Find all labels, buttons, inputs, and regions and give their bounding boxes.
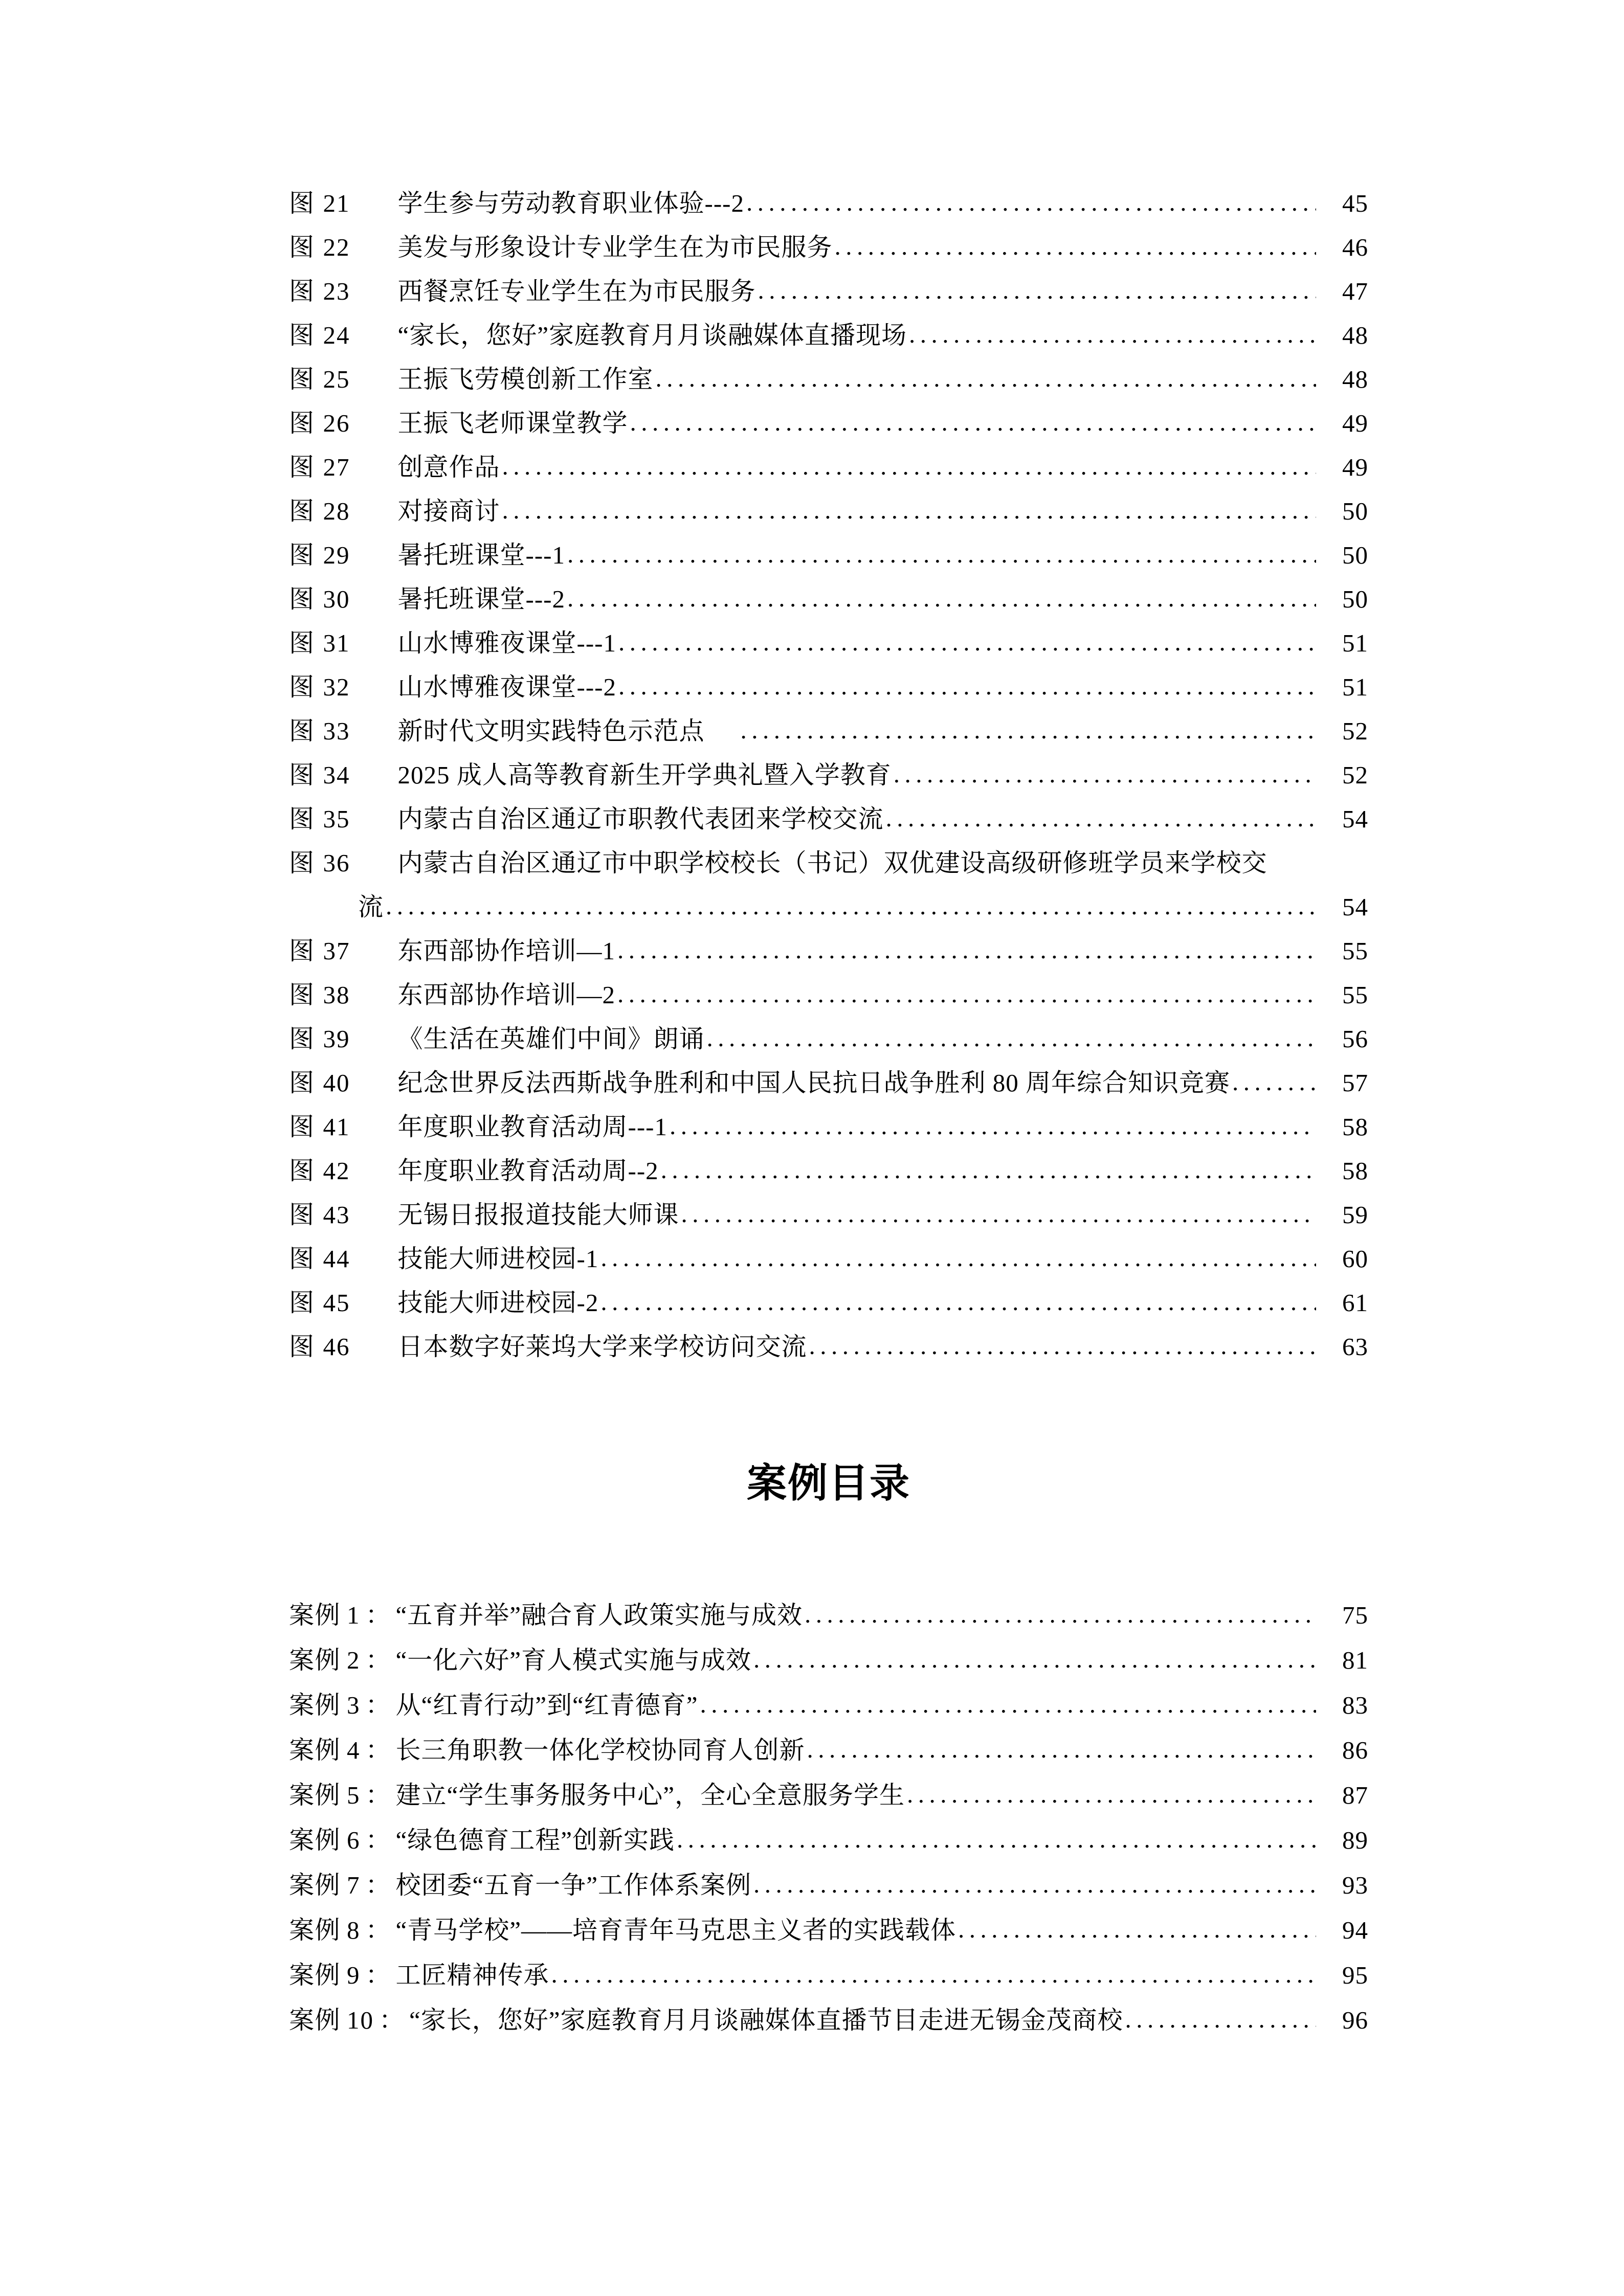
dot-leader [617, 986, 1316, 1017]
dot-leader [502, 459, 1316, 489]
case-list-item[interactable] [289, 1998, 1368, 2043]
dot-leader [700, 1697, 1316, 1728]
case-colon: ： [365, 1781, 391, 1809]
case-title: “一化六好”育人模式实施与成效 [395, 1646, 752, 1674]
figure-number: 28 [323, 497, 350, 525]
case-list-item[interactable] [289, 1728, 1368, 1773]
dot-leader [600, 1250, 1316, 1281]
figure-title: 山水博雅夜课堂---2 [397, 673, 616, 701]
figure-title: 王振飞劳模创新工作室 [397, 365, 654, 393]
case-title: “绿色德育工程”创新实践 [395, 1826, 675, 1854]
case-number: 6 [347, 1826, 361, 1854]
figure-title: 山水博雅夜课堂---1 [397, 629, 616, 657]
page-number: 89 [1342, 1826, 1368, 1854]
figure-title: 2025 成人高等教育新生开学典礼暨入学教育 [397, 761, 892, 789]
page-number: 63 [1342, 1333, 1368, 1361]
case-colon: ： [379, 2006, 405, 2034]
figure-list-item[interactable] [289, 1325, 1368, 1369]
figure-title: 技能大师进校园-2 [397, 1289, 599, 1317]
figure-list-item[interactable] [289, 182, 1368, 226]
dot-leader [677, 1832, 1316, 1863]
page-number: 50 [1342, 585, 1368, 613]
page-number: 49 [1342, 453, 1368, 481]
figure-list-item[interactable] [289, 1193, 1368, 1237]
figure-list-item[interactable] [289, 841, 1368, 885]
case-colon: ： [365, 1961, 391, 1989]
figure-title: 王振飞老师课堂教学 [397, 409, 628, 437]
figure-title: 对接商讨 [397, 497, 500, 525]
case-colon: ： [365, 1691, 391, 1719]
figure-list-item[interactable] [289, 445, 1368, 489]
figure-list-item[interactable] [289, 665, 1368, 709]
case-title: “家长，您好”家庭教育月月谈融媒体直播节目走进无锡金茂商校 [409, 2006, 1123, 2034]
case-label: 案例 [289, 1826, 341, 1854]
page-number: 48 [1342, 365, 1368, 393]
figure-label: 图 [289, 1157, 315, 1185]
figure-list-item[interactable] [289, 489, 1368, 533]
page-number: 58 [1342, 1157, 1368, 1185]
page-number: 47 [1342, 277, 1368, 305]
figure-number: 37 [323, 937, 350, 965]
case-colon: ： [365, 1646, 391, 1674]
dot-leader [807, 1742, 1316, 1773]
figure-title: 技能大师进校园-1 [397, 1245, 599, 1273]
figure-list-item[interactable] [289, 357, 1368, 401]
page-number: 48 [1342, 321, 1368, 349]
case-label: 案例 [289, 1961, 341, 1989]
dot-leader [567, 547, 1316, 577]
figure-title: 日本数字好莱坞大学来学校访问交流 [397, 1333, 807, 1361]
page-number: 60 [1342, 1245, 1368, 1273]
figure-number: 31 [323, 629, 350, 657]
case-number: 1 [347, 1601, 361, 1629]
case-list-item[interactable] [289, 1683, 1368, 1728]
figure-list-item[interactable] [289, 797, 1368, 841]
dot-leader [681, 1206, 1316, 1237]
figure-number: 21 [323, 189, 350, 217]
figure-list-item[interactable] [289, 929, 1368, 973]
case-number: 8 [347, 1916, 361, 1944]
figure-title: 美发与形象设计专业学生在为市民服务 [397, 233, 833, 261]
figure-label: 图 [289, 981, 315, 1009]
figure-number: 29 [323, 541, 350, 569]
case-colon: ： [365, 1601, 391, 1629]
page-number: 59 [1342, 1201, 1368, 1229]
dot-leader [502, 503, 1316, 533]
page-number: 45 [1342, 189, 1368, 217]
figure-list-item[interactable] [289, 226, 1368, 269]
dot-leader [886, 811, 1316, 841]
figure-number: 22 [323, 233, 350, 261]
figure-title-continuation: 流 [358, 893, 384, 921]
case-title: 长三角职教一体化学校协同育人创新 [395, 1736, 805, 1764]
dot-leader [958, 1922, 1316, 1953]
figure-label: 图 [289, 1113, 315, 1141]
figure-title: 学生参与劳动教育职业体验---2 [397, 189, 744, 217]
case-colon: ： [365, 1871, 391, 1899]
dot-leader [656, 371, 1316, 401]
case-title: 校团委“五育一争”工作体系案例 [395, 1871, 752, 1899]
page-number: 56 [1342, 1025, 1368, 1053]
figure-title: 内蒙古自治区通辽市中职学校校长（书记）双优建设高级研修班学员来学校交 [397, 849, 1267, 877]
page-number: 52 [1342, 761, 1368, 789]
dot-leader [753, 1877, 1316, 1908]
figure-number: 23 [323, 277, 350, 305]
figure-title: 创意作品 [397, 453, 500, 481]
case-number: 4 [347, 1736, 361, 1764]
dot-leader [567, 591, 1316, 621]
figure-number: 24 [323, 321, 350, 349]
case-list-item[interactable] [289, 1953, 1368, 1998]
figure-number: 46 [323, 1333, 350, 1361]
figure-number: 41 [323, 1113, 350, 1141]
figure-title: 纪念世界反法西斯战争胜利和中国人民抗日战争胜利 80 周年综合知识竞赛 [397, 1069, 1231, 1097]
page-number: 54 [1342, 893, 1368, 921]
page-number: 87 [1342, 1781, 1368, 1809]
case-title: “五育并举”融合育人政策实施与成效 [395, 1601, 803, 1629]
figure-number: 35 [323, 805, 350, 833]
case-list-item[interactable] [289, 1908, 1368, 1953]
figure-list-item[interactable] [289, 1237, 1368, 1281]
dot-leader [551, 1967, 1316, 1998]
case-title: 建立“学生事务服务中心”，全心全意服务学生 [395, 1781, 905, 1809]
figure-number: 39 [323, 1025, 350, 1053]
figure-list [289, 182, 1368, 1369]
page-number: 46 [1342, 233, 1368, 261]
page-number: 94 [1342, 1916, 1368, 1944]
page-number: 55 [1342, 937, 1368, 965]
figure-label: 图 [289, 805, 315, 833]
page-number: 55 [1342, 981, 1368, 1009]
figure-label: 图 [289, 1245, 315, 1273]
page-number: 50 [1342, 497, 1368, 525]
page-number: 81 [1342, 1646, 1368, 1674]
figure-number: 32 [323, 673, 350, 701]
case-label: 案例 [289, 1916, 341, 1944]
page-number: 58 [1342, 1113, 1368, 1141]
dot-leader [600, 1294, 1316, 1325]
figure-label: 图 [289, 497, 315, 525]
figure-label: 图 [289, 541, 315, 569]
dot-leader [741, 723, 1316, 753]
figure-list-item-continuation[interactable] [289, 885, 1368, 929]
figure-list-item[interactable] [289, 753, 1368, 797]
case-colon: ： [365, 1736, 391, 1764]
page-number: 96 [1342, 2006, 1368, 2034]
page-number: 52 [1342, 717, 1368, 745]
page-number: 75 [1342, 1601, 1368, 1629]
case-label: 案例 [289, 2006, 341, 2034]
dot-leader [386, 898, 1316, 929]
figure-label: 图 [289, 1201, 315, 1229]
dot-leader [707, 1030, 1316, 1061]
figure-label: 图 [289, 277, 315, 305]
case-colon: ： [365, 1826, 391, 1854]
dot-leader [746, 195, 1316, 226]
figure-label: 图 [289, 1025, 315, 1053]
dot-leader [805, 1607, 1316, 1638]
figure-title: 暑托班课堂---1 [397, 541, 565, 569]
case-number: 3 [347, 1691, 361, 1719]
figure-label: 图 [289, 1289, 315, 1317]
case-list [289, 1593, 1368, 2043]
case-label: 案例 [289, 1601, 341, 1629]
dot-leader [758, 283, 1316, 313]
figure-title: 《生活在英雄们中间》朗诵 [397, 1025, 705, 1053]
figure-number: 30 [323, 585, 350, 613]
dot-leader [907, 1787, 1316, 1818]
figure-label: 图 [289, 629, 315, 657]
figure-number: 26 [323, 409, 350, 437]
figure-list-item[interactable] [289, 973, 1368, 1017]
case-label: 案例 [289, 1871, 341, 1899]
case-list-item[interactable] [289, 1638, 1368, 1683]
figure-label: 图 [289, 1069, 315, 1097]
figure-label: 图 [289, 409, 315, 437]
page-number: 93 [1342, 1871, 1368, 1899]
case-colon: ： [365, 1916, 391, 1944]
figure-label: 图 [289, 233, 315, 261]
figure-list-item[interactable] [289, 709, 1368, 753]
figure-number: 42 [323, 1157, 350, 1185]
page-number: 57 [1342, 1069, 1368, 1097]
figure-label: 图 [289, 321, 315, 349]
case-list-item[interactable] [289, 1818, 1368, 1863]
figure-list-item[interactable] [289, 313, 1368, 357]
figure-list-item[interactable] [289, 1149, 1368, 1193]
figure-list-item[interactable] [289, 533, 1368, 577]
dot-leader [661, 1162, 1316, 1193]
dot-leader [809, 1338, 1316, 1369]
case-list-item[interactable] [289, 1863, 1368, 1908]
figure-title: 无锡日报报道技能大师课 [397, 1201, 679, 1229]
figure-list-item[interactable] [289, 1061, 1368, 1105]
figure-list-item[interactable] [289, 401, 1368, 445]
figure-number: 27 [323, 453, 350, 481]
case-number: 7 [347, 1871, 361, 1899]
case-title: 工匠精神传承 [395, 1961, 549, 1989]
figure-title: 年度职业教育活动周---1 [397, 1113, 668, 1141]
figure-list-item[interactable] [289, 1017, 1368, 1061]
figure-label: 图 [289, 673, 315, 701]
figure-number: 33 [323, 717, 350, 745]
figure-number: 25 [323, 365, 350, 393]
figure-title: 内蒙古自治区通辽市职教代表团来学校交流 [397, 805, 884, 833]
case-label: 案例 [289, 1691, 341, 1719]
figure-label: 图 [289, 717, 315, 745]
page-number: 86 [1342, 1736, 1368, 1764]
page-number: 95 [1342, 1961, 1368, 1989]
figure-title: 东西部协作培训—1 [397, 937, 616, 965]
figure-number: 36 [323, 849, 350, 877]
case-number: 9 [347, 1961, 361, 1989]
figure-title: 东西部协作培训—2 [397, 981, 616, 1009]
figure-list-item[interactable] [289, 269, 1368, 313]
dot-leader [835, 239, 1316, 269]
case-title: “青马学校”——培育青年马克思主义者的实践载体 [395, 1916, 956, 1944]
dot-leader [894, 767, 1316, 797]
page-content [289, 182, 1368, 2043]
figure-label: 图 [289, 365, 315, 393]
page-number: 83 [1342, 1691, 1368, 1719]
figure-number: 38 [323, 981, 350, 1009]
figure-title: 新时代文明实践特色示范点 [397, 717, 705, 745]
figure-number: 43 [323, 1201, 350, 1229]
figure-list-item[interactable] [289, 577, 1368, 621]
figure-label: 图 [289, 1333, 315, 1361]
figure-number: 44 [323, 1245, 350, 1273]
figure-title: “家长，您好”家庭教育月月谈融媒体直播现场 [397, 321, 907, 349]
case-list-item[interactable] [289, 1593, 1368, 1638]
case-number: 10 [347, 2006, 374, 2034]
page-title: 案例目录 [746, 1460, 910, 1506]
dot-leader [753, 1652, 1316, 1683]
dot-leader [670, 1118, 1316, 1149]
figure-label: 图 [289, 849, 315, 877]
figure-label: 图 [289, 453, 315, 481]
dot-leader [1125, 2012, 1316, 2043]
case-list-item[interactable] [289, 1773, 1368, 1818]
figure-label: 图 [289, 585, 315, 613]
figure-title: 西餐烹饪专业学生在为市民服务 [397, 277, 756, 305]
dot-leader [618, 635, 1316, 665]
dot-leader [909, 327, 1316, 357]
page-number: 54 [1342, 805, 1368, 833]
case-title: 从“红青行动”到“红青德育” [395, 1691, 698, 1719]
page-number: 50 [1342, 541, 1368, 569]
figure-number: 45 [323, 1289, 350, 1317]
figure-list-item[interactable] [289, 1281, 1368, 1325]
figure-list-item[interactable] [289, 621, 1368, 665]
page-number: 51 [1342, 673, 1368, 701]
case-number: 5 [347, 1781, 361, 1809]
figure-label: 图 [289, 937, 315, 965]
figure-number: 34 [323, 761, 350, 789]
case-label: 案例 [289, 1646, 341, 1674]
figure-number: 40 [323, 1069, 350, 1097]
figure-list-item[interactable] [289, 1105, 1368, 1149]
page-number: 51 [1342, 629, 1368, 657]
case-number: 2 [347, 1646, 361, 1674]
figure-label: 图 [289, 761, 315, 789]
case-label: 案例 [289, 1736, 341, 1764]
dot-leader [630, 415, 1316, 445]
page-number: 61 [1342, 1289, 1368, 1317]
dot-leader [1232, 1074, 1316, 1105]
case-label: 案例 [289, 1781, 341, 1809]
page-number: 49 [1342, 409, 1368, 437]
figure-title: 暑托班课堂---2 [397, 585, 565, 613]
figure-title: 年度职业教育活动周--2 [397, 1157, 659, 1185]
dot-leader [617, 942, 1316, 973]
figure-label: 图 [289, 189, 315, 217]
dot-leader [618, 679, 1316, 709]
